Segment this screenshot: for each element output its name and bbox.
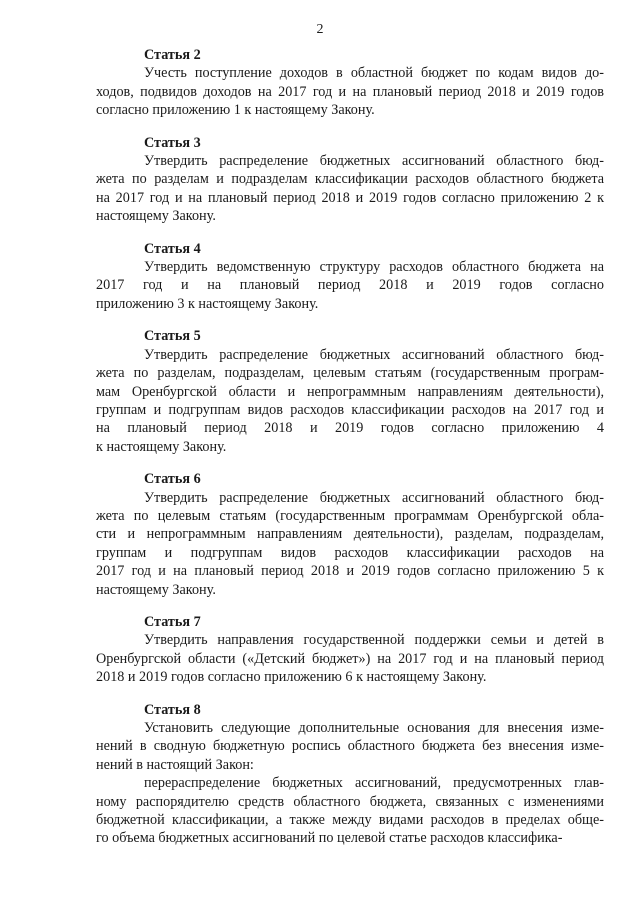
article-paragraph <box>96 489 604 599</box>
text-line: бюджетной классификации, а также между видами расходов в пределах обще- <box>96 812 604 829</box>
article-title: Статья 7 <box>144 613 201 630</box>
text-line: на плановый период 2018 и 2019 годов согласно приложению 4 <box>96 420 604 437</box>
text-line: Установить следующие дополнительные основания для внесения изме- <box>144 720 604 736</box>
text-line: группам и подгруппам видов расходов классификации расходов на 2017 год и <box>96 401 604 418</box>
text-line: Утвердить распределение бюджетных ассигнований областного бюд- <box>144 489 604 506</box>
text-line: го объема бюджетных ассигнований по целевой статье расходов классифика- <box>96 830 563 847</box>
article-paragraph <box>96 719 604 774</box>
text-line: настоящему Закону. <box>96 581 216 598</box>
article-title: Статья 8 <box>144 701 201 718</box>
article-title: Статья 3 <box>144 134 201 151</box>
article-2 <box>96 46 604 120</box>
article-4 <box>96 240 604 314</box>
article-3 <box>96 134 604 226</box>
text-line: мам Оренбургской области и непрограммным направлениям деятельности), <box>96 383 604 400</box>
text-line: Учесть поступление доходов в областной бюджет по кодам видов до- <box>144 65 604 82</box>
article-5 <box>96 327 604 456</box>
text-line: 2018 и 2019 годов согласно приложению 6 к настоящему Закону. <box>96 669 487 686</box>
article-title: Статья 2 <box>144 47 201 63</box>
text-line: Утвердить распределение бюджетных ассигнований областного бюд- <box>144 346 604 363</box>
article-8 <box>96 701 604 848</box>
article-title: Статья 6 <box>144 471 201 488</box>
article-paragraph <box>96 774 604 848</box>
document-body <box>96 46 604 862</box>
text-line: перераспределение бюджетных ассигнований, предусмотренных глав- <box>144 775 604 792</box>
article-title: Статья 4 <box>144 240 201 257</box>
text-line: 2017 год и на плановый период 2018 и 2019 годов согласно приложению 5 к <box>96 563 604 580</box>
text-line: Утвердить ведомственную структуру расходов областного бюджета на <box>144 259 604 276</box>
text-line: Утвердить распределение бюджетных ассигнований областного бюд- <box>144 153 604 170</box>
text-line: ходов, подвидов доходов на 2017 год и на плановый период 2018 и 2019 годов <box>96 83 604 100</box>
text-line: приложению 3 к настоящему Закону. <box>96 295 319 312</box>
text-line: жета по целевым статьям (государственным программам Оренбургской обла- <box>96 507 604 524</box>
article-paragraph <box>96 152 604 226</box>
page-number: 2 <box>316 22 324 37</box>
article-paragraph <box>96 631 604 686</box>
article-paragraph <box>96 64 604 119</box>
text-line: на 2017 год и на плановый период 2018 и 2019 годов согласно приложению 2 к <box>96 189 604 206</box>
text-line: 2017 год и на плановый период 2018 и 2019 годов согласно <box>96 277 604 294</box>
text-line: нений в настоящий Закон: <box>96 756 254 773</box>
article-title: Статья 5 <box>144 328 201 345</box>
article-paragraph <box>96 346 604 456</box>
text-line: нений в сводную бюджетную роспись областного бюджета без внесения изме- <box>96 738 604 755</box>
text-line: настоящему Закону. <box>96 208 216 225</box>
article-6 <box>96 470 604 599</box>
text-line: жета по разделам и подразделам классификации расходов областного бюджета <box>96 171 604 188</box>
text-line: ному распорядителю средств областного бюджета, связанных с изменениями <box>96 793 604 810</box>
text-line: жета по разделам, подразделам, целевым статьям (государственным програм- <box>96 365 604 382</box>
text-line: Утвердить направления государственной поддержки семьи и детей в <box>144 632 604 649</box>
article-paragraph <box>96 258 604 313</box>
text-line: согласно приложению 1 к настоящему Закону. <box>96 102 375 119</box>
text-line: сти и непрограммным направлениям деятельности), разделам, подразделам, <box>96 526 604 543</box>
text-line: к настоящему Закону. <box>96 438 227 455</box>
text-line: Оренбургской области («Детский бюджет») на 2017 год и на плановый период <box>96 650 604 667</box>
article-7 <box>96 613 604 687</box>
text-line: группам и подгруппам видов расходов классификации расходов на <box>96 544 604 561</box>
